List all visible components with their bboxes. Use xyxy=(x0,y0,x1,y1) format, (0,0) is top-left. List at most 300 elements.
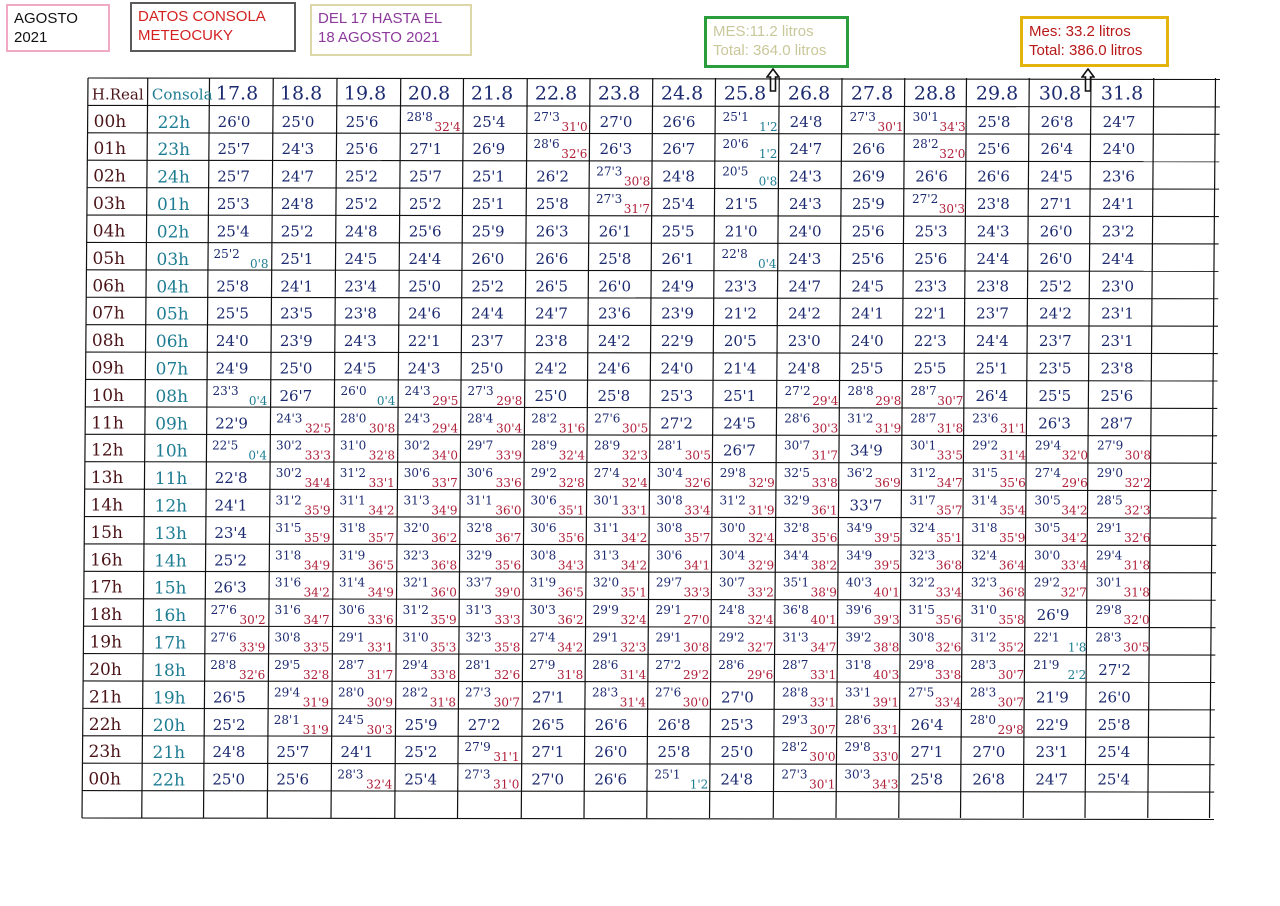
cell-temp-min: 22'1 xyxy=(407,332,441,351)
cell-temp-min: 23'6 xyxy=(598,304,631,323)
cell-temp-max: 34'2 xyxy=(1061,530,1088,545)
cell-hour-real: 22h xyxy=(88,714,122,735)
cell-temp-max: 33'4 xyxy=(934,695,961,710)
cell-temp-min: 24'5 xyxy=(723,414,756,433)
cell-temp-min: 25'0 xyxy=(279,359,313,378)
cell-temp-min: 30'8 xyxy=(530,548,557,563)
cell-temp-min: 29'7 xyxy=(467,438,494,453)
cell-temp-min: 25'4 xyxy=(472,112,506,131)
cell-temp-min: 24'1 xyxy=(280,277,314,296)
cell-temp-max: 34'3 xyxy=(872,777,899,792)
cell-temp-max: 33'7 xyxy=(431,476,458,491)
grid-line-horizontal xyxy=(88,78,1220,80)
cell-temp-min: 28'0 xyxy=(969,712,996,727)
cell-temp-min: 28'8 xyxy=(210,657,237,672)
cell-temp-max: 32'4 xyxy=(747,613,774,628)
cell-temp-min: 31'0 xyxy=(340,438,367,453)
cell-temp-min: 24'4 xyxy=(1101,249,1135,268)
cell-temp-max: 35'9 xyxy=(304,503,331,518)
cell-temp-min: 26'5 xyxy=(213,688,246,707)
cell-temp-min: 26'3 xyxy=(213,578,247,597)
cell-temp-min: 34'9 xyxy=(846,520,873,535)
cell-temp-min: 26'0 xyxy=(217,112,251,131)
cell-temp-min: 23'4 xyxy=(214,523,248,542)
grid-line-horizontal xyxy=(84,517,1216,519)
cell-hour-console: 20h xyxy=(152,715,186,736)
cell-temp-min: 33'7 xyxy=(849,496,883,515)
cell-temp-min: 30'6 xyxy=(530,493,557,508)
cell-temp-min: 31'6 xyxy=(274,603,301,618)
cell-temp-max: 30'0 xyxy=(682,695,709,710)
cell-temp-min: 24'8 xyxy=(344,222,378,241)
cell-temp-min: 22'1 xyxy=(1033,630,1060,645)
cell-temp-min: 26'6 xyxy=(852,140,886,159)
cell-temp-max: 34'2 xyxy=(303,585,330,600)
cell-temp-max: 35'6 xyxy=(494,558,522,573)
cell-temp-max: 34'2 xyxy=(557,640,584,655)
cell-temp-min: 23'8 xyxy=(534,332,568,351)
header-date: 20.8 xyxy=(407,82,451,105)
cell-temp-max: 31'9 xyxy=(875,421,902,436)
cell-temp-max: 31'9 xyxy=(302,695,329,710)
cell-temp-min: 25'0 xyxy=(212,770,246,789)
cell-hour-console: 03h xyxy=(156,249,190,270)
cell-rain: 0'8 xyxy=(249,256,269,271)
cell-temp-min: 28'7 xyxy=(910,383,937,398)
grid-line-horizontal xyxy=(87,215,1219,217)
cell-temp-min: 29'1 xyxy=(655,603,682,618)
cell-temp-min: 20'6 xyxy=(722,137,749,152)
cell-temp-min: 23'4 xyxy=(344,277,378,296)
cell-temp-min: 25'5 xyxy=(661,222,695,241)
cell-temp-min: 22'8 xyxy=(214,469,248,488)
cell-temp-min: 24'5 xyxy=(851,277,885,296)
cell-temp-min: 26'8 xyxy=(657,715,691,734)
cell-temp-max: 30'1 xyxy=(809,777,836,792)
cell-temp-min: 29'2 xyxy=(530,466,557,481)
grid-line-horizontal xyxy=(86,325,1218,327)
grid-line-horizontal xyxy=(86,379,1218,381)
cell-temp-max: 29'8 xyxy=(997,722,1024,737)
cell-temp-min: 20'5 xyxy=(722,164,749,179)
cell-temp-min: 24'6 xyxy=(597,359,631,378)
table-row xyxy=(91,411,1133,435)
cell-hour-real: 13h xyxy=(90,468,124,489)
cell-temp-min: 29'1 xyxy=(1096,520,1123,535)
cell-hour-real: 11h xyxy=(91,413,124,434)
cell-temp-max: 39'5 xyxy=(873,558,901,573)
cell-temp-min: 23'9 xyxy=(661,304,694,323)
cell-temp-min: 25'0 xyxy=(281,112,315,131)
header-date: 26.8 xyxy=(787,82,831,105)
cell-temp-max: 30'9 xyxy=(366,695,393,710)
cell-temp-max: 38'9 xyxy=(810,585,837,600)
cell-temp-max: 34'9 xyxy=(303,558,331,573)
cell-temp-min: 30'7 xyxy=(718,575,746,590)
cell-temp-max: 32'4 xyxy=(434,119,461,134)
cell-temp-min: 25'4 xyxy=(1097,743,1131,762)
cell-temp-max: 32'6 xyxy=(239,667,266,682)
table-row xyxy=(89,740,1131,764)
cell-temp-min: 32'9 xyxy=(783,493,810,508)
cell-temp-min: 27'6 xyxy=(210,603,237,618)
cell-temp-min: 40'3 xyxy=(845,575,873,590)
cell-temp-min: 25'0 xyxy=(408,277,442,296)
cell-hour-console: 02h xyxy=(156,222,190,243)
cell-temp-min: 28'9 xyxy=(531,438,558,453)
cell-temp-min: 29'4 xyxy=(274,685,301,700)
cell-temp-min: 23'7 xyxy=(1038,332,1072,351)
cell-hour-console: 21h xyxy=(152,743,186,764)
cell-temp-min: 24'3 xyxy=(281,140,315,159)
cell-temp-min: 27'3 xyxy=(596,192,623,207)
cell-temp-min: 29'1 xyxy=(592,630,619,645)
cell-temp-max: 35'9 xyxy=(430,613,457,628)
grid-line-horizontal xyxy=(84,544,1216,546)
cell-temp-min: 23'3 xyxy=(212,383,239,398)
cell-temp-max: 32'8 xyxy=(368,448,395,463)
cell-temp-max: 29'4 xyxy=(432,421,459,436)
cell-temp-min: 25'0 xyxy=(534,386,568,405)
cell-temp-min: 24'3 xyxy=(976,222,1010,241)
cell-temp-max: 33'1 xyxy=(872,722,899,737)
cell-temp-min: 24'3 xyxy=(407,359,441,378)
cell-temp-min: 24'4 xyxy=(976,249,1010,268)
cell-hour-real: 03h xyxy=(93,194,126,215)
cell-hour-real: 00h xyxy=(93,111,127,132)
cell-temp-min: 33'1 xyxy=(845,685,872,700)
cell-temp-max: 33'1 xyxy=(810,667,837,682)
cell-temp-max: 33'8 xyxy=(811,476,838,491)
table-row xyxy=(93,221,1135,242)
cell-temp-min: 26'8 xyxy=(972,770,1006,789)
cell-temp-min: 25'7 xyxy=(276,743,310,762)
cell-temp-max: 32'6 xyxy=(684,476,711,491)
cell-temp-min: 25'5 xyxy=(913,359,947,378)
cell-temp-min: 39'2 xyxy=(845,630,872,645)
cell-temp-max: 31'8 xyxy=(937,421,964,436)
cell-temp-min: 28'3 xyxy=(337,767,364,782)
cell-temp-min: 24'9 xyxy=(661,277,695,296)
cell-temp-max: 32'6 xyxy=(935,640,962,655)
cell-temp-max: 35'9 xyxy=(304,530,331,545)
cell-temp-max: 34'3 xyxy=(939,119,966,134)
cell-temp-max: 30'7 xyxy=(937,393,964,408)
table-row xyxy=(92,304,1134,325)
cell-temp-min: 30'6 xyxy=(403,466,430,481)
cell-temp-min: 27'3 xyxy=(467,383,494,398)
cell-temp-min: 23'8 xyxy=(344,304,377,323)
header-date: 29.8 xyxy=(975,82,1019,105)
cell-temp-min: 25'8 xyxy=(977,112,1011,131)
header-date: 17.8 xyxy=(215,82,259,105)
cell-temp-max: 30'5 xyxy=(684,448,711,463)
cell-temp-min: 26'0 xyxy=(1098,688,1131,707)
cell-temp-min: 25'9 xyxy=(852,195,885,214)
cell-temp-max: 29'5 xyxy=(432,393,459,408)
cell-temp-min: 24'3 xyxy=(276,411,303,426)
cell-temp-min: 24'2 xyxy=(597,332,631,351)
cell-temp-min: 36'2 xyxy=(846,466,873,481)
cell-temp-min: 39'6 xyxy=(845,603,872,618)
cell-temp-min: 31'3 xyxy=(403,493,430,508)
cell-hour-console: 11h xyxy=(154,469,188,490)
cell-temp-max: 32'4 xyxy=(620,613,647,628)
cell-temp-min: 23'1 xyxy=(1100,332,1134,351)
cell-hour-console: 16h xyxy=(153,606,187,627)
header-hour-real: H.Real xyxy=(91,85,144,104)
cell-temp-min: 27'3 xyxy=(464,767,491,782)
cell-temp-min: 25'8 xyxy=(598,249,632,268)
cell-temp-min: 26'3 xyxy=(1038,414,1071,433)
cell-temp-min: 25'2 xyxy=(1039,277,1073,296)
cell-temp-min: 23'6 xyxy=(972,411,999,426)
cell-hour-real: 00h xyxy=(88,769,121,790)
cell-temp-min: 24'0 xyxy=(215,332,249,351)
cell-temp-min: 25'1 xyxy=(723,386,757,405)
cell-temp-min: 25'3 xyxy=(217,195,250,214)
cell-hour-console: 12h xyxy=(154,496,188,517)
cell-temp-min: 29'1 xyxy=(655,630,682,645)
cell-temp-min: 32'8 xyxy=(783,520,810,535)
cell-temp-min: 27'6 xyxy=(210,630,237,645)
cell-rain: 2'2 xyxy=(1067,667,1087,682)
cell-temp-min: 27'3 xyxy=(465,685,492,700)
cell-temp-min: 27'9 xyxy=(1097,438,1124,453)
cell-temp-max: 40'1 xyxy=(810,613,837,628)
cell-temp-max: 29'6 xyxy=(1061,476,1088,491)
cell-temp-min: 28'3 xyxy=(970,657,997,672)
cell-temp-max: 35'6 xyxy=(999,476,1026,491)
grid-line-horizontal xyxy=(85,434,1217,436)
cell-temp-min: 31'5 xyxy=(275,520,302,535)
cell-temp-max: 35'1 xyxy=(620,585,647,600)
cell-temp-max: 32'2 xyxy=(1124,476,1151,491)
header-date: 27.8 xyxy=(850,82,894,105)
grid-line-horizontal xyxy=(87,188,1219,190)
cell-temp-min: 31'9 xyxy=(529,575,557,590)
cell-temp-max: 35'6 xyxy=(935,613,962,628)
cell-temp-min: 26'5 xyxy=(531,715,565,734)
cell-temp-max: 35'7 xyxy=(368,530,395,545)
cell-temp-max: 32'0 xyxy=(1123,613,1150,628)
cell-temp-min: 31'8 xyxy=(275,548,302,563)
cell-temp-min: 25'6 xyxy=(408,222,442,241)
cell-temp-min: 31'2 xyxy=(719,493,746,508)
cell-temp-max: 31'7 xyxy=(811,448,838,463)
grid-line-vertical xyxy=(204,78,210,818)
cell-temp-min: 31'8 xyxy=(845,657,872,672)
cell-temp-min: 27'3 xyxy=(533,109,560,124)
cell-temp-min: 25'7 xyxy=(409,167,442,186)
cell-temp-min: 24'6 xyxy=(408,304,441,323)
cell-hour-console: 15h xyxy=(153,578,187,599)
cell-temp-max: 35'8 xyxy=(494,640,521,655)
cell-temp-min: 32'4 xyxy=(971,548,998,563)
cell-temp-min: 26'0 xyxy=(598,277,632,296)
cell-temp-min: 24'0 xyxy=(1102,140,1136,159)
cell-temp-min: 24'0 xyxy=(850,332,884,351)
cell-temp-min: 25'8 xyxy=(910,770,944,789)
cell-temp-max: 32'3 xyxy=(621,448,648,463)
grid-line-horizontal xyxy=(82,818,1214,820)
cell-temp-min: 23'1 xyxy=(1035,743,1069,762)
cell-temp-min: 29'8 xyxy=(908,657,935,672)
cell-temp-min: 31'2 xyxy=(402,603,429,618)
header-date: 24.8 xyxy=(660,82,704,105)
cell-temp-min: 25'8 xyxy=(657,743,691,762)
cell-temp-min: 31'8 xyxy=(339,520,366,535)
cell-temp-min: 25'2 xyxy=(212,715,246,734)
cell-temp-min: 27'2 xyxy=(655,657,682,672)
grid-line-horizontal xyxy=(84,599,1216,601)
cell-temp-min: 27'2 xyxy=(1098,660,1131,679)
cell-temp-max: 33'1 xyxy=(621,503,648,518)
grid-line-horizontal xyxy=(82,791,1214,793)
cell-temp-max: 31'8 xyxy=(1123,558,1151,573)
cell-temp-min: 27'4 xyxy=(529,630,556,645)
cell-temp-min: 32'8 xyxy=(466,520,493,535)
cell-hour-real: 02h xyxy=(93,166,126,187)
cell-temp-min: 20'5 xyxy=(723,332,757,351)
cell-temp-max: 30'4 xyxy=(496,421,523,436)
cell-temp-min: 27'2 xyxy=(784,383,811,398)
cell-temp-max: 30'5 xyxy=(622,421,649,436)
cell-temp-min: 26'3 xyxy=(535,222,569,241)
cell-temp-max: 33'5 xyxy=(936,448,963,463)
cell-temp-min: 29'2 xyxy=(718,630,745,645)
cell-temp-max: 38'8 xyxy=(873,640,900,655)
cell-temp-min: 23'8 xyxy=(976,277,1010,296)
cell-temp-min: 22'9 xyxy=(1035,715,1069,734)
cell-temp-min: 28'5 xyxy=(1096,493,1123,508)
cell-temp-min: 24'0 xyxy=(788,222,822,241)
cell-temp-min: 23'8 xyxy=(1100,359,1134,378)
cell-temp-min: 23'3 xyxy=(724,277,758,296)
label-rain-total-1-total: Total: 364.0 litros xyxy=(713,42,827,59)
cell-temp-min: 32'0 xyxy=(403,520,430,535)
table-row xyxy=(92,331,1134,352)
cell-temp-max: 33'8 xyxy=(430,667,457,682)
cell-temp-min: 29'8 xyxy=(719,466,746,481)
cell-temp-min: 26'7 xyxy=(723,441,756,460)
cell-temp-min: 25'1 xyxy=(472,167,505,186)
cell-temp-min: 28'7 xyxy=(782,657,809,672)
cell-temp-min: 24'1 xyxy=(1102,195,1135,214)
cell-temp-max: 31'4 xyxy=(999,448,1026,463)
cell-temp-max: 32'7 xyxy=(747,640,774,655)
cell-temp-min: 24'2 xyxy=(1039,304,1072,323)
cell-temp-max: 36'8 xyxy=(998,585,1025,600)
cell-temp-max: 32'9 xyxy=(747,558,775,573)
cell-hour-real: 04h xyxy=(92,221,126,242)
cell-temp-max: 33'9 xyxy=(239,640,266,655)
cell-temp-max: 31'4 xyxy=(620,667,647,682)
cell-temp-min: 21'4 xyxy=(723,359,757,378)
cell-temp-max: 33'8 xyxy=(935,667,962,682)
header-date: 22.8 xyxy=(534,82,578,105)
cell-temp-max: 34'3 xyxy=(557,558,585,573)
cell-temp-min: 28'8 xyxy=(782,685,809,700)
cell-temp-min: 25'6 xyxy=(345,112,379,131)
cell-temp-min: 24'7 xyxy=(281,167,314,186)
header-date: 18.8 xyxy=(279,82,323,105)
cell-temp-min: 31'4 xyxy=(971,493,998,508)
cell-temp-max: 36'4 xyxy=(998,558,1026,573)
cell-hour-real: 10h xyxy=(91,385,125,406)
cell-temp-min: 26'6 xyxy=(977,167,1010,186)
cell-temp-min: 24'8 xyxy=(212,743,246,762)
cell-temp-max: 31'0 xyxy=(561,119,588,134)
cell-temp-max: 40'1 xyxy=(873,585,900,600)
cell-temp-max: 39'5 xyxy=(874,530,901,545)
cell-hour-console: 04h xyxy=(156,277,189,298)
cell-temp-min: 30'4 xyxy=(719,548,746,563)
cell-temp-max: 30'8 xyxy=(369,421,396,436)
grid-line-vertical xyxy=(267,78,273,818)
table-row xyxy=(90,603,1150,627)
cell-temp-max: 36'2 xyxy=(431,530,458,545)
cell-temp-max: 34'0 xyxy=(431,448,458,463)
label-rain-total-2-total: Total: 386.0 litros xyxy=(1029,42,1143,59)
cell-temp-min: 32'3 xyxy=(403,548,430,563)
cell-temp-min: 29'1 xyxy=(338,630,365,645)
cell-temp-min: 23'7 xyxy=(976,304,1009,323)
cell-temp-min: 26'6 xyxy=(662,112,696,131)
cell-temp-min: 29'3 xyxy=(781,712,808,727)
cell-temp-max: 29'8 xyxy=(496,393,523,408)
cell-temp-max: 39'1 xyxy=(872,695,899,710)
cell-temp-min: 26'7 xyxy=(662,140,696,159)
grid-line-vertical xyxy=(142,78,148,818)
cell-temp-min: 28'1 xyxy=(465,657,492,672)
table-row xyxy=(90,521,1150,545)
cell-temp-min: 24'3 xyxy=(789,167,822,186)
cell-temp-min: 24'3 xyxy=(789,195,822,214)
label-rain-total-2-month: Mes: 33.2 litros xyxy=(1029,23,1131,40)
cell-temp-max: 35'2 xyxy=(998,640,1025,655)
cell-temp-min: 31'2 xyxy=(970,630,997,645)
cell-temp-min: 29'5 xyxy=(274,657,301,672)
cell-temp-min: 25'2 xyxy=(345,167,378,186)
cell-temp-min: 34'4 xyxy=(783,548,810,563)
cell-rain: 0'4 xyxy=(248,448,267,463)
cell-temp-min: 25'2 xyxy=(404,743,438,762)
cell-temp-max: 36'9 xyxy=(874,476,901,491)
cell-temp-max: 34'7 xyxy=(303,613,330,628)
cell-temp-max: 33'1 xyxy=(368,476,395,491)
cell-temp-max: 35'1 xyxy=(936,530,963,545)
cell-temp-min: 22'5 xyxy=(212,438,239,453)
cell-temp-min: 27'5 xyxy=(908,685,935,700)
grid-line-vertical xyxy=(521,78,527,818)
cell-temp-min: 26'9 xyxy=(1036,606,1070,625)
cell-hour-console: 01h xyxy=(157,195,190,216)
cell-temp-min: 30'5 xyxy=(1034,493,1061,508)
cell-temp-min: 31'8 xyxy=(971,520,998,535)
cell-temp-max: 32'7 xyxy=(1060,585,1087,600)
cell-temp-min: 25'5 xyxy=(850,359,884,378)
cell-rain: 0'4 xyxy=(757,256,777,271)
cell-hour-real: 09h xyxy=(91,358,125,379)
cell-temp-max: 31'1 xyxy=(1000,421,1027,436)
cell-hour-real: 23h xyxy=(88,742,122,763)
cell-temp-min: 26'6 xyxy=(535,249,569,268)
cell-temp-min: 31'1 xyxy=(339,493,366,508)
cell-temp-max: 33'3 xyxy=(494,613,521,628)
cell-temp-min: 31'2 xyxy=(847,411,874,426)
cell-temp-min: 28'8 xyxy=(406,109,433,124)
